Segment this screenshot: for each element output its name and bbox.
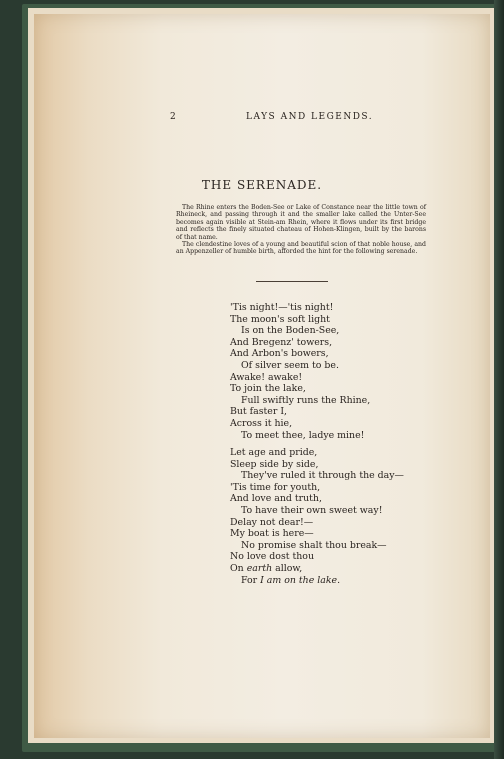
poem-line: Awake! awake! [230,371,303,383]
poem-line: And love and truth, [230,493,322,505]
poem-line: Sleep side by side, [230,458,319,470]
poem-line: Is on the Boden-See, [241,325,340,337]
poem-line: And Arbon's bowers, [230,348,329,360]
intro-paragraph: The clendestine loves of a young and beautiful scion of that noble house, and an Appenzeller of humble birth, afforded the hint for the following serenade. [176,241,426,256]
poem-line: Of silver seem to be. [241,359,339,371]
poem-line: But faster I, [230,406,288,418]
adjacent-page-edge [494,0,504,759]
poem-line: Delay not dear!— [230,516,314,528]
intro-paragraph: The Rhine enters the Boden-See or Lake of Constance near the little town of Rheineck, and passing through it and the smaller lake called the Unter-See becomes again visible at Stein-am Rhein, where it flows under its first bridge and reflects the finely situated chateau of Hohen-Klingen, built by the barons of that name. [176,204,426,241]
poem-line: No love dost thou [230,551,314,563]
poem-line: And Bregenz' towers, [230,336,333,348]
poem-line: To meet thee, ladye mine! [241,429,365,441]
poem-line: The moon's soft light [230,313,330,325]
poem-line [230,563,460,575]
poem-word-italic: earth [246,562,273,574]
poem-line: Let age and pride, [230,447,318,458]
poem-word: allow, [275,562,303,574]
section-divider [256,281,328,282]
poem-line: 'Tis time for youth, [230,481,321,493]
intro-note [176,204,426,256]
poem-title: THE SERENADE. [201,178,323,192]
poem-line: 'Tis night!—'tis night! [230,302,334,313]
poem-line: No promise shalt thou break— [241,539,387,551]
book-page [34,14,490,738]
poem-line: To have their own sweet way! [241,504,383,516]
poem-word: On [230,562,244,574]
running-head: LAYS AND LEGENDS. [246,112,374,122]
poem-line: My boat is here— [230,528,314,540]
stanza-2 [230,447,460,586]
poem-line: To join the lake, [230,383,306,395]
page-header [34,112,490,126]
poem-word: For [241,574,258,586]
poem-line: They've ruled it through the day— [241,470,404,482]
poem-line: Across it hie, [230,417,293,429]
poem-line [230,575,460,587]
page-number: 2 [170,112,178,122]
poem-phrase-italic: I am on the lake. [260,574,341,586]
stanza-1 [230,302,460,441]
poem-line: Full swiftly runs the Rhine, [241,394,371,406]
